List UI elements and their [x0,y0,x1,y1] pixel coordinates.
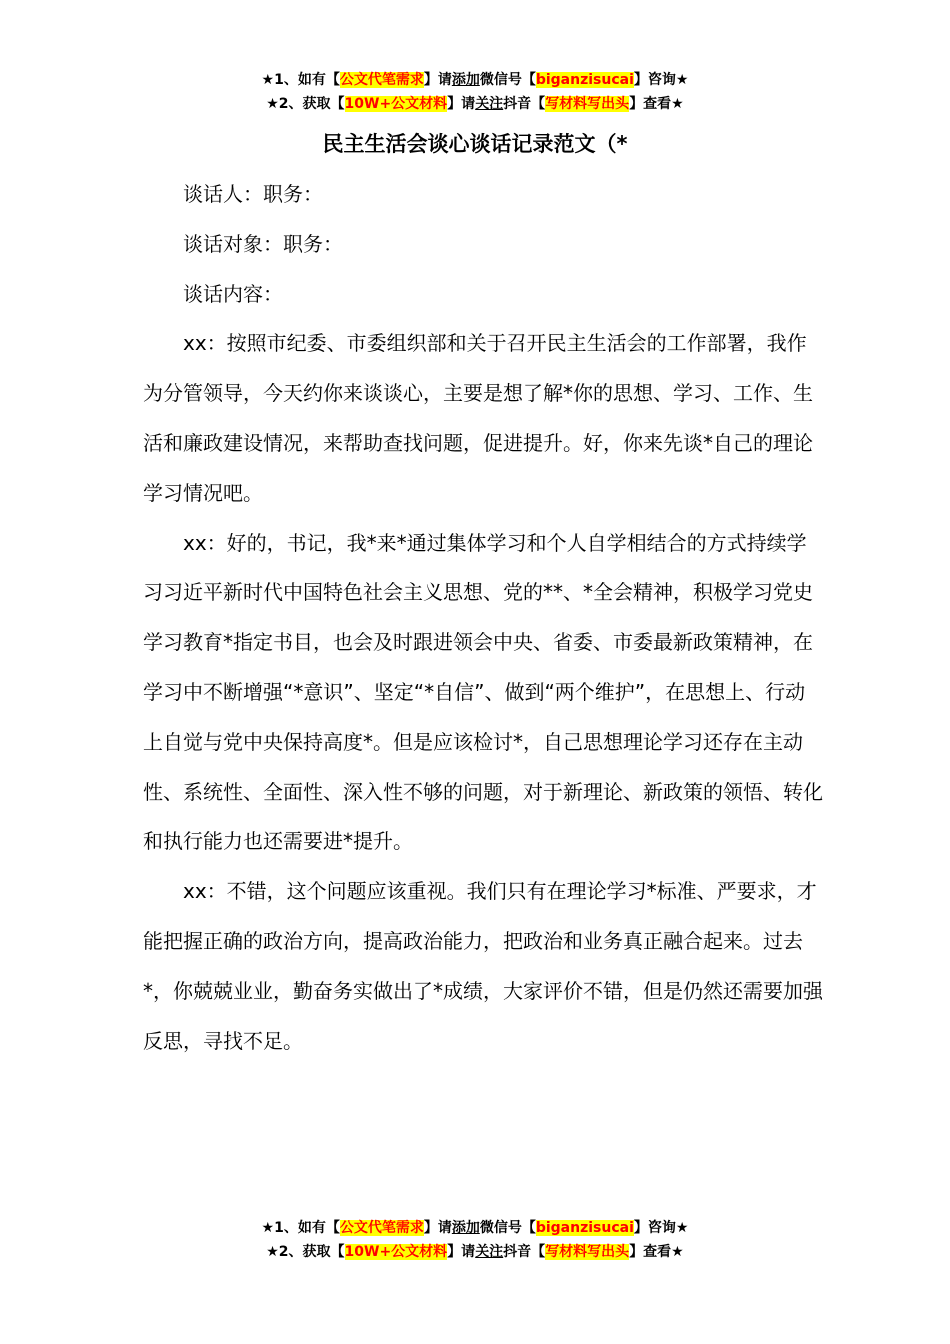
paragraph-interviewer: 谈话人：职务： [183,182,323,206]
banner-text: 抖音【 [503,96,546,112]
paragraph-content-label: 谈话内容： [183,281,283,306]
banner-line-1 [0,68,950,92]
banner-text: 】请 [447,96,476,112]
banner-line-2 [0,1240,950,1264]
banner-text: 】请 [423,1220,452,1236]
banner-text: 】查看★ [629,96,684,112]
banner-highlight: 写材料写出头 [545,96,630,112]
banner-underline: 关注 [475,1244,504,1260]
banner-highlight: 公文代笔需求 [339,72,424,88]
banner-underline: 添加 [451,72,480,88]
bottom-banner [0,1216,950,1264]
paragraph: xx：按照市纪委、市委组织部和关于召开民主生活会的工作部署，我作为分管领导，今天约你来谈谈心，主要是想了解*你的思想、学习、工作、生活和廉政建设情况，来帮助查找问题，促进提升。好，你来先谈*自己的理论学习情况吧。 [143,331,813,505]
banner-text: 】请 [447,1244,476,1260]
banner-text: ★1、如有【 [261,1220,340,1236]
banner-text: ★2、获取【 [266,96,345,112]
banner-line-1 [0,1216,950,1240]
paragraph-interviewee: 谈话对象：职务： [183,231,343,256]
document-title: 民主生活会谈心谈话记录范文（* [322,132,628,156]
banner-text: 微信号【 [479,1220,536,1236]
paragraph: xx：不错，这个问题应该重视。我们只有在理论学习*标准、严要求，才能把握正确的政治方向，提高政治能力，把政治和业务真正融合起来。过去*，你兢兢业业，勤奋务实做出了*成绩，大家评价不错，但是仍然还需要加强反思，寻找不足。 [143,879,823,1053]
banner-text: ★1、如有【 [261,72,340,88]
top-banner [0,68,950,116]
banner-text: 微信号【 [479,72,536,88]
document-body [143,170,823,1066]
banner-text: 】咨询★ [633,72,689,88]
banner-text: 】请 [423,72,452,88]
banner-line-2 [0,92,950,116]
banner-underline: 添加 [451,1220,480,1236]
banner-highlight: biganzisucai [535,72,634,88]
banner-highlight: biganzisucai [535,1220,634,1236]
banner-highlight: 写材料写出头 [545,1244,630,1260]
banner-highlight: 10W+公文材料 [344,1244,448,1260]
banner-text: ★2、获取【 [266,1244,345,1260]
banner-text: 抖音【 [503,1244,546,1260]
banner-highlight: 10W+公文材料 [344,96,448,112]
banner-highlight: 公文代笔需求 [339,1220,424,1236]
banner-underline: 关注 [475,96,504,112]
banner-text: 】查看★ [629,1244,684,1260]
banner-text: 】咨询★ [633,1220,689,1236]
paragraph: xx：好的，书记，我*来*通过集体学习和个人自学相结合的方式持续学习习近平新时代中国特色社会主义思想、党的**、*全会精神，积极学习党史学习教育*指定书目，也会及时跟进领会中央、省委、市委最新政策精神，在学习中不断增强“*意识”、坚定“*自信”、做到“两个维护”，在思想上、行动上自觉与党中央保持高度*。但是应该检讨*，自己思想理论学习还存在主动性、系统性、全面性、深入性不够的问题，对于新理论、新政策的领悟、转化和执行能力也还需要进*提升。 [143,530,823,854]
